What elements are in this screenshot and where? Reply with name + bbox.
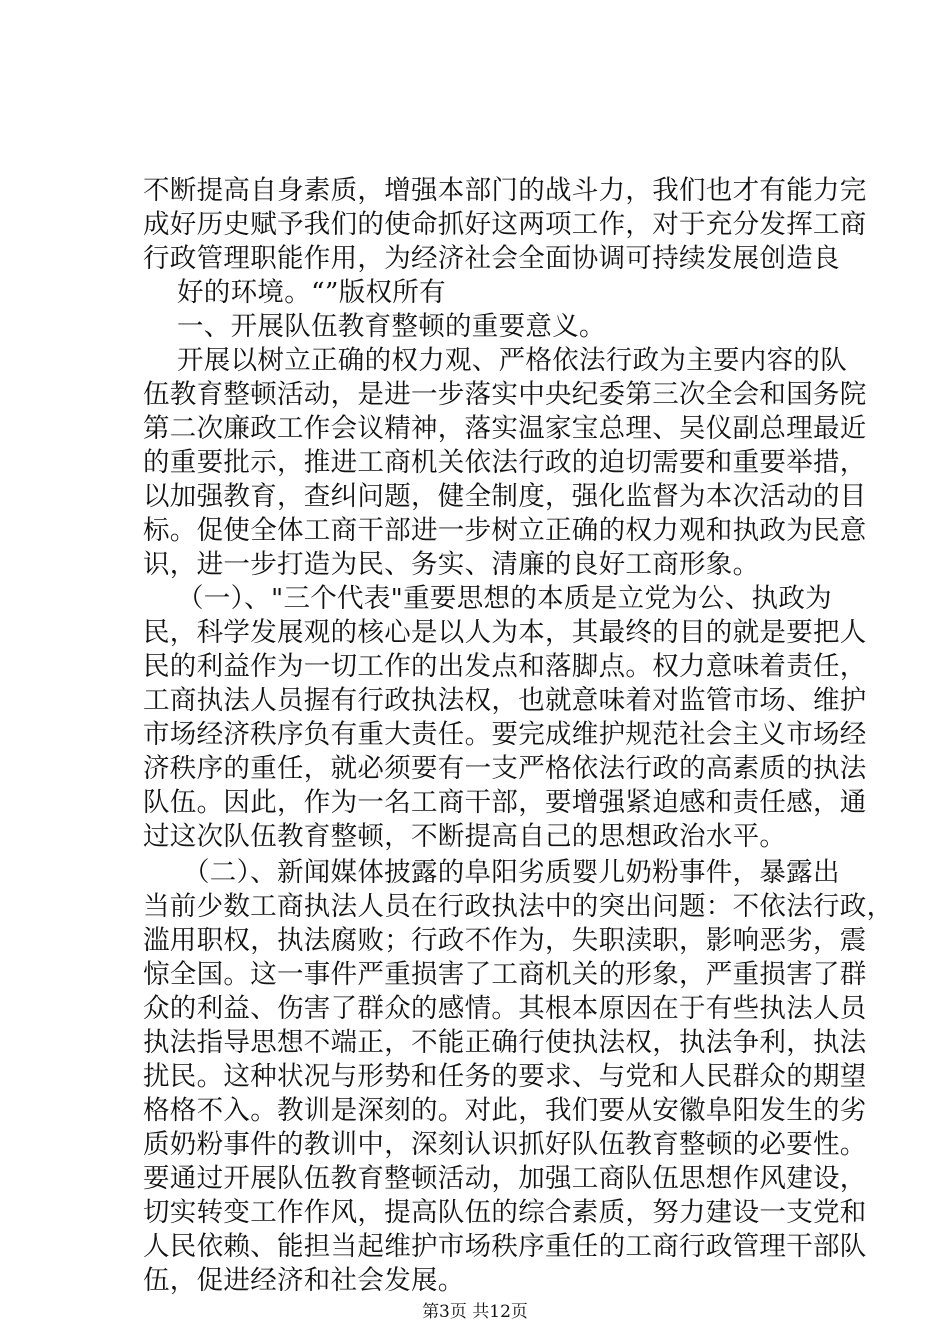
- body-text-line: （一）、"三个代表"重要思想的本质是立党为公、执政为: [177, 583, 832, 614]
- body-text-line: 惊全国。这一事件严重损害了工商机关的形象，严重损害了群: [143, 959, 867, 990]
- section-heading: 一、开展队伍教育整顿的重要意义。: [177, 311, 606, 342]
- body-text-line: 执法指导思想不端正，不能正确行使执法权，执法争利，执法: [143, 1027, 867, 1058]
- body-text-line: 第二次廉政工作会议精神，落实温家宝总理、吴仪副总理最近: [143, 413, 867, 444]
- body-text-line: 格格不入。教训是深刻的。对此，我们要从安徽阜阳发生的劣: [143, 1095, 867, 1126]
- body-text-line: 人民依赖、能担当起维护市场秩序重任的工商行政管理干部队: [143, 1231, 867, 1262]
- body-text-line: 扰民。这种状况与形势和任务的要求、与党和人民群众的期望: [143, 1061, 867, 1092]
- body-text-line: 识，进一步打造为民、务实、清廉的良好工商形象。: [143, 549, 760, 580]
- body-text-line: 要通过开展队伍教育整顿活动，加强工商队伍思想作风建设，: [143, 1163, 867, 1194]
- body-text-line: 伍，促进经济和社会发展。: [143, 1265, 465, 1296]
- body-text-line: 队伍。因此，作为一名工商干部，要增强紧迫感和责任感，通: [143, 787, 867, 818]
- body-text-line: 民的利益作为一切工作的出发点和落脚点。权力意味着责任，: [143, 651, 867, 682]
- body-text-line: 开展以树立正确的权力观、严格依法行政为主要内容的队: [177, 345, 847, 376]
- body-text-line: 众的利益、伤害了群众的感情。其根本原因在于有些执法人员: [143, 993, 867, 1024]
- body-text-line: 切实转变工作作风，提高队伍的综合素质，努力建设一支党和: [143, 1197, 867, 1228]
- body-text-line: 滥用职权，执法腐败；行政不作为，失职渎职，影响恶劣，震: [143, 925, 867, 956]
- body-text-line: 济秩序的重任，就必须要有一支严格依法行政的高素质的执法: [143, 753, 867, 784]
- body-text-line: 好的环境。“”版权所有: [177, 277, 446, 308]
- body-text-line: 成好历史赋予我们的使命抓好这两项工作，对于充分发挥工商: [143, 209, 867, 240]
- body-text-line: 以加强教育，查纠问题，健全制度，强化监督为本次活动的目: [143, 481, 867, 512]
- body-text-line: 伍教育整顿活动，是进一步落实中央纪委第三次全会和国务院: [143, 379, 867, 410]
- body-text-line: 行政管理职能作用，为经济社会全面协调可持续发展创造良: [143, 243, 840, 274]
- body-text-line: 不断提高自身素质，增强本部门的战斗力，我们也才有能力完: [143, 175, 867, 206]
- body-text-line: 质奶粉事件的教训中，深刻认识抓好队伍教育整顿的必要性。: [143, 1129, 867, 1160]
- page-number-footer: 第3页 共12页: [422, 1302, 528, 1322]
- body-text-line: 当前少数工商执法人员在行政执法中的突出问题：不依法行政，: [143, 891, 894, 922]
- body-text-line: 过这次队伍教育整顿，不断提高自己的思想政治水平。: [143, 821, 787, 852]
- body-text-line: 标。促使全体工商干部进一步树立正确的权力观和执政为民意: [143, 515, 867, 546]
- body-text-line: 民，科学发展观的核心是以人为本，其最终的目的就是要把人: [143, 617, 867, 648]
- body-text-line: （二）、新闻媒体披露的阜阳劣质婴儿奶粉事件，暴露出: [183, 857, 840, 888]
- body-text-line: 的重要批示，推进工商机关依法行政的迫切需要和重要举措，: [143, 447, 867, 478]
- body-text-line: 市场经济秩序负有重大责任。要完成维护规范社会主义市场经: [143, 719, 867, 750]
- body-text-line: 工商执法人员握有行政执法权，也就意味着对监管市场、维护: [143, 685, 867, 716]
